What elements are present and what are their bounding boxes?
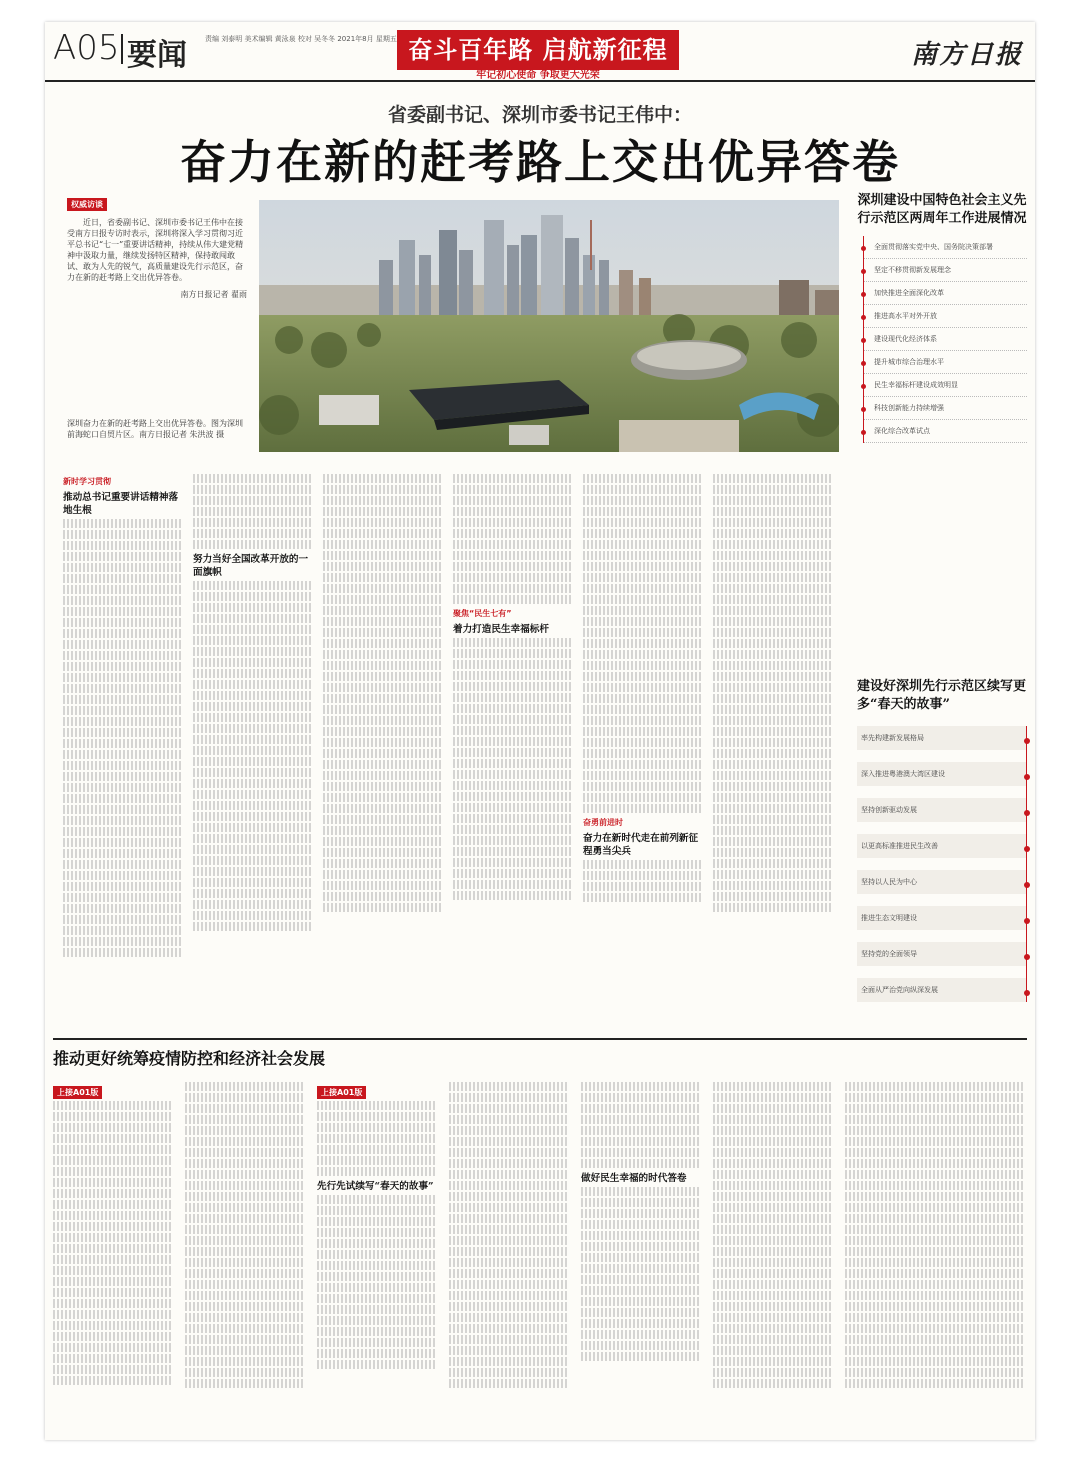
body-column-1 <box>63 472 181 1032</box>
sidebar2-item: 以更高标准推进民生改善 <box>857 834 1026 858</box>
sidebar2-item: 深入推进粤港澳大湾区建设 <box>857 762 1026 786</box>
body-column-2 <box>193 472 311 1032</box>
sidebar2-list <box>857 726 1027 1002</box>
newspaper-logo: 南方日报 <box>910 40 1023 70</box>
sidebar-title: 深圳建设中国特色社会主义先行示范区两周年工作进展情况 <box>857 193 1027 226</box>
bottom-column-6 <box>713 1080 831 1430</box>
sidebar2-item: 坚持创新驱动发展 <box>857 798 1026 822</box>
article-body <box>63 472 843 1032</box>
sidebar-story <box>857 678 1027 1014</box>
section-tag: 奋勇前进时 <box>583 818 623 827</box>
theme-banner: 奋斗百年路 启航新征程 <box>397 30 679 70</box>
sidebar2-title: 建设好深圳先行示范区续写更多“春天的故事” <box>857 679 1027 712</box>
continued-tag: 上接A01版 <box>317 1086 366 1099</box>
section-name: 要闻 <box>127 38 187 73</box>
sidebar-item: 民生幸福标杆建设成效明显 <box>864 374 1027 397</box>
sidebar-item: 深化综合改革试点 <box>864 420 1027 443</box>
bottom-column-1 <box>53 1080 171 1430</box>
sidebar-item: 提升城市综合治理水平 <box>864 351 1027 374</box>
lead-tag: 权威访谈 <box>67 198 107 211</box>
continued-tag: 上接A01版 <box>53 1086 102 1099</box>
headline: 奋力在新的赶考路上交出优异答卷 <box>180 135 900 189</box>
bottom-column-4 <box>449 1080 567 1430</box>
sidebar-item: 坚定不移贯彻新发展理念 <box>864 259 1027 282</box>
sidebar2-item: 率先构建新发展格局 <box>857 726 1026 750</box>
masthead <box>45 22 1035 82</box>
bottom-divider <box>53 1038 1027 1040</box>
section-tag: 新时学习贯彻 <box>63 477 111 486</box>
bottom-subheading: 先行先试续写“春天的故事” <box>317 1181 434 1192</box>
bottom-subheading: 做好民生幸福的时代答卷 <box>581 1173 687 1184</box>
bottom-column-2 <box>185 1080 303 1430</box>
bottom-column-5 <box>581 1080 699 1430</box>
lead-box <box>67 192 247 300</box>
page-number: A05 <box>53 28 120 68</box>
theme-subbanner: 牢记初心使命 争取更大光荣 <box>476 70 600 81</box>
section-heading: 努力当好全国改革开放的一面旗帜 <box>193 554 309 578</box>
city-skyline-photo <box>259 200 839 452</box>
sidebar2-item: 全面从严治党向纵深发展 <box>857 978 1026 1002</box>
newspaper-page <box>45 22 1035 1440</box>
body-column-3 <box>323 472 441 1032</box>
sidebar2-item: 坚持党的全面领导 <box>857 942 1026 966</box>
page-meta: 责编 刘泰明 美术编辑 黄泳泉 校对 吴冬冬 2021年8月 星期五 <box>205 35 397 43</box>
bottom-headline: 推动更好统筹疫情防控和经济社会发展 <box>53 1049 326 1068</box>
sidebar2-item: 推进生态文明建设 <box>857 906 1026 930</box>
sidebar-item: 全面贯彻落实党中央、国务院决策部署 <box>864 236 1027 259</box>
sidebar-item: 建设现代化经济体系 <box>864 328 1027 351</box>
section-heading: 着力打造民生幸福标杆 <box>453 624 549 635</box>
kicker: 省委副书记、深圳市委书记王伟中： <box>387 104 692 126</box>
section-tag: 聚焦“民生七有” <box>453 609 512 618</box>
bottom-column-3 <box>317 1080 435 1430</box>
masthead-divider <box>121 34 123 64</box>
bottom-column-7 <box>845 1080 1025 1430</box>
sidebar-item: 推进高水平对外开放 <box>864 305 1027 328</box>
lead-text: 近日，省委副书记、深圳市委书记王伟中在接受南方日报专访时表示，深圳将深入学习贯彻习近平总书记“七一”重要讲话精神，持续从伟大建党精神中汲取力量，继续发扬特区精神，保持敢闯敢试、敢为人先的锐气，高质量建设先行示范区，奋力在新的赶考路上交出优异答卷。 <box>67 218 244 282</box>
sidebar2-item: 坚持以人民为中心 <box>857 870 1026 894</box>
lead-byline: 南方日报记者 翟雨 <box>180 290 247 299</box>
body-column-5 <box>583 472 701 1032</box>
body-column-4 <box>453 472 571 1032</box>
photo-caption: 深圳奋力在新的赶考路上交出优异答卷。图为深圳前海蛇口自贸片区。南方日报记者 朱洪波 摄 <box>67 419 243 439</box>
sidebar-item: 加快推进全面深化改革 <box>864 282 1027 305</box>
body-column-6 <box>713 472 831 1032</box>
sidebar-list <box>863 236 1027 443</box>
section-heading: 奋力在新时代走在前列新征程勇当尖兵 <box>583 833 699 857</box>
section-heading: 推动总书记重要讲话精神落地生根 <box>63 492 179 516</box>
sidebar-item: 科技创新能力持续增强 <box>864 397 1027 420</box>
sidebar-progress <box>857 192 1027 443</box>
